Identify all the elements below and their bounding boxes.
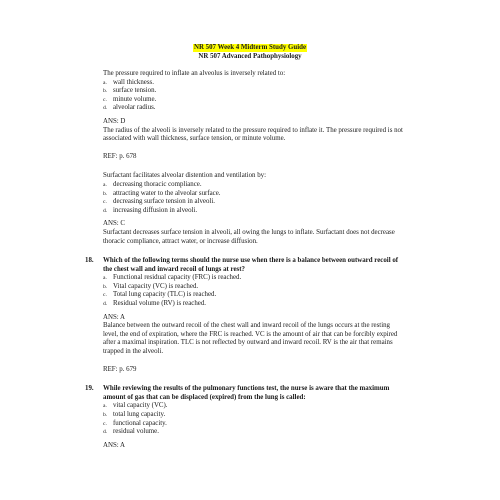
question-number: 18. — [85, 257, 94, 265]
answer-option — [103, 428, 403, 437]
option-text: alveolar radius. — [113, 104, 156, 112]
document-header — [0, 44, 500, 61]
option-letter: c. — [103, 96, 107, 103]
rationale: Surfactant decreases surface tension in alveoli, all owing the lungs to inflate. Surfactant does not decrease thoracic compliance, attract water, or increase diffusion. — [103, 228, 395, 245]
option-text: attracting water to the alveolar surface. — [113, 189, 221, 197]
question-stem-text: While reviewing the results of the pulmonary functions test, the nurse is aware that the maximum amount of gas that can be displaced (expired) from the lung is called: — [103, 385, 390, 401]
option-text: Vital capacity (VC) is reached. — [113, 282, 199, 290]
option-letter: d. — [103, 301, 108, 308]
option-letter: c. — [103, 292, 107, 299]
question-block — [103, 172, 403, 246]
answer-option — [103, 274, 403, 283]
option-letter: a. — [103, 275, 107, 282]
answer-option — [103, 300, 403, 309]
option-letter: d. — [103, 429, 108, 436]
question-stem — [85, 257, 403, 274]
option-text: total lung capacity. — [113, 411, 166, 418]
option-letter: b. — [103, 88, 108, 95]
option-text: Residual volume (RV) is reached. — [113, 300, 207, 308]
option-text: vital capacity (VC). — [113, 402, 168, 410]
option-text: Functional residual capacity (FRC) is reached. — [113, 274, 242, 282]
option-text: wall thickness. — [113, 78, 154, 86]
answer-option — [103, 207, 403, 216]
option-letter: c. — [103, 199, 107, 206]
answer-option — [103, 79, 403, 88]
answer-option — [103, 190, 403, 199]
answer-key: ANS: D — [103, 117, 126, 125]
answer-option — [103, 283, 403, 292]
document-title: NR 507 Week 4 Midterm Study Guide — [193, 44, 307, 51]
option-text: functional capacity. — [113, 419, 167, 427]
option-text: residual volume. — [113, 428, 159, 436]
question-stem — [85, 385, 403, 402]
option-text: decreasing surface tension in alveoli. — [113, 198, 215, 206]
question-number: 19. — [85, 385, 94, 393]
answer-option — [103, 402, 403, 411]
option-letter: c. — [103, 420, 107, 427]
option-letter: b. — [103, 412, 108, 418]
answer-option — [103, 198, 403, 207]
answer-option — [103, 87, 403, 96]
question-block — [85, 257, 403, 374]
option-text: minute volume. — [113, 95, 157, 103]
answer-option — [103, 411, 403, 420]
question-stem: Surfactant facilitates alveolar distention and ventilation by: — [103, 172, 267, 180]
reference: REF: p. 678 — [103, 152, 137, 160]
answer-key: ANS: A — [103, 313, 126, 321]
option-letter: d. — [103, 207, 108, 214]
question-block — [103, 70, 403, 161]
rationale: The radius of the alveoli is inversely related to the pressure required to inflate it. The pressure required is not associated with wall thickness, surface tension, or minute volume. — [103, 126, 403, 143]
answer-key: ANS: C — [103, 220, 126, 228]
option-letter: a. — [103, 181, 107, 188]
document-body — [85, 70, 403, 450]
option-text: surface tension. — [113, 87, 157, 95]
option-text: Total lung capacity (TLC) is reached. — [113, 291, 217, 299]
answer-option — [103, 181, 403, 190]
option-letter: a. — [103, 79, 107, 86]
question-block — [85, 385, 403, 450]
option-letter: b. — [103, 190, 108, 197]
answer-key: ANS: A — [103, 441, 126, 449]
option-letter: b. — [103, 283, 108, 290]
question-stem-text: Which of the following terms should the nurse use when there is a balance between outward recoil of the chest wall and inward recoil of lungs at rest? — [103, 257, 399, 273]
question-stem: The pressure required to inflate an alveolus is inversely related to: — [103, 70, 286, 77]
answer-option — [103, 291, 403, 300]
answer-option — [103, 420, 403, 429]
option-text: increasing diffusion in alveoli. — [113, 206, 198, 214]
option-text: decreasing thoracic compliance. — [113, 180, 202, 188]
option-letter: a. — [103, 403, 107, 410]
document-subtitle: NR 507 Advanced Pathophysiology — [198, 52, 302, 60]
rationale: Balance between the outward recoil of the chest wall and inward recoil of the lungs occurs at the resting level, the end of expiration, where the FRC is reached. VC is the amount of air that can be forcibly expired after a maximal inspiration. TLC is not reflected by outward and inward recoil. RV is the air that remains trapped in the alveoli. — [103, 322, 398, 356]
answer-option — [103, 104, 403, 113]
reference: REF: p. 679 — [103, 365, 137, 373]
option-letter: d. — [103, 105, 108, 112]
answer-option — [103, 96, 403, 105]
